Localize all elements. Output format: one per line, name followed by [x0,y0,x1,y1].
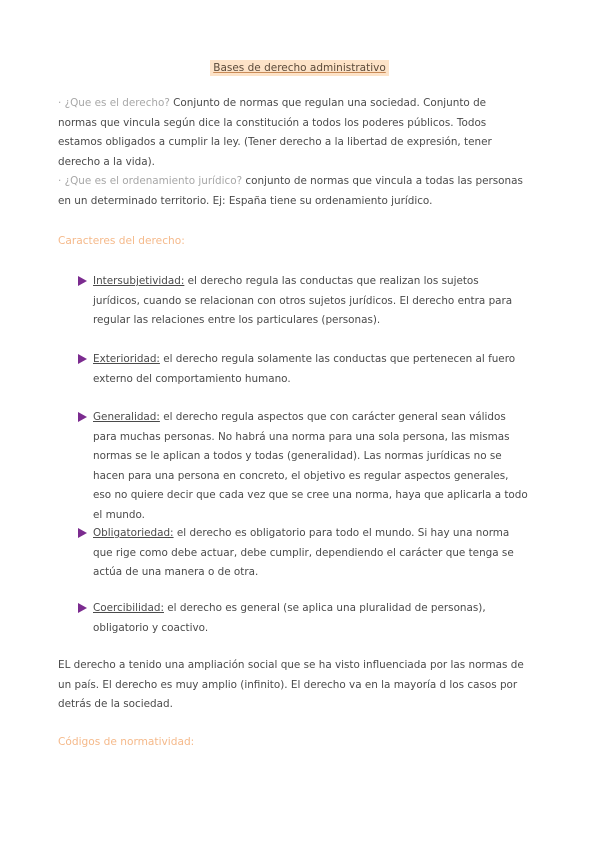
heading-normativity-codes: Códigos de normatividad: [58,736,195,748]
arrow-bullet-icon [78,603,87,613]
arrow-bullet-icon [78,412,87,422]
list-item-text [93,408,528,525]
list-item-exteriority [78,350,528,389]
arrow-bullet-icon [78,528,87,538]
term-label: Obligatoriedad: [93,527,174,539]
list-item-text [93,599,528,638]
term-label: Exterioridad: [93,353,160,365]
title-container [0,56,599,76]
question-what-is-law: · ¿Que es el derecho? [58,97,170,109]
heading-characteristics: Caracteres del derecho: [58,235,185,247]
paragraph-legal-order [58,172,528,211]
list-item-text [93,524,528,583]
term-description: el derecho regula las conductas que realizan los sujetos jurídicos, cuando se relacionan con otros sujetos jurídicos. El derecho entra para regular las relaciones entre los particulares (personas). [93,275,513,326]
list-item-obligatoriness [78,524,528,583]
term-description: el derecho regula solamente las conductas que pertenecen al fuero externo del comportamiento humano. [93,353,516,385]
list-item-text [93,350,528,389]
list-item-intersubjectivity [78,272,528,331]
paragraph-law-expansion: EL derecho a tenido una ampliación social que se ha visto influenciada por las normas de un país. El derecho es muy amplio (infinito). El derecho va en la mayoría d los casos por detrás de la sociedad. [58,659,524,710]
term-description: el derecho es general (se aplica una pluralidad de personas), obligatorio y coactivo. [93,602,486,634]
list-item-generality [78,408,528,525]
term-label: Generalidad: [93,411,160,423]
term-label: Coercibilidad: [93,602,164,614]
term-label: Intersubjetividad: [93,275,185,287]
document-title: Bases de derecho administrativo [210,60,389,76]
paragraph-what-is-law [58,94,528,172]
answer-what-is-law: Conjunto de normas que regulan una sociedad. Conjunto de normas que vincula según dice la constitución a todos los poderes públicos. Todos estamos obligados a cumplir la ley. (Tener derecho a la libertad de expresión, tener derecho a la vida). [58,97,492,168]
term-description: el derecho regula aspectos que con carácter general sean válidos para muchas personas. No habrá una norma para una sola persona, las mismas normas se le aplican a todos y todas (generalidad). Las normas jurídicas no se hacen para una persona en concreto, el objetivo es regular aspectos generales, eso no quiere decir que cada vez que se cree una norma, haya que aplicarla a todo el mundo. [93,411,528,521]
arrow-bullet-icon [78,276,87,286]
question-legal-order: · ¿Que es el ordenamiento jurídico? [58,175,243,187]
answer-legal-order: conjunto de normas que vincula a todas las personas en un determinado territorio. Ej: España tiene su ordenamiento jurídico. [58,175,523,207]
arrow-bullet-icon [78,354,87,364]
term-description: el derecho es obligatorio para todo el mundo. Si hay una norma que rige como debe actuar, debe cumplir, dependiendo el carácter que tenga se actúa de una manera o de otra. [93,527,514,578]
list-item-coercibility [78,599,528,638]
list-item-text [93,272,528,331]
